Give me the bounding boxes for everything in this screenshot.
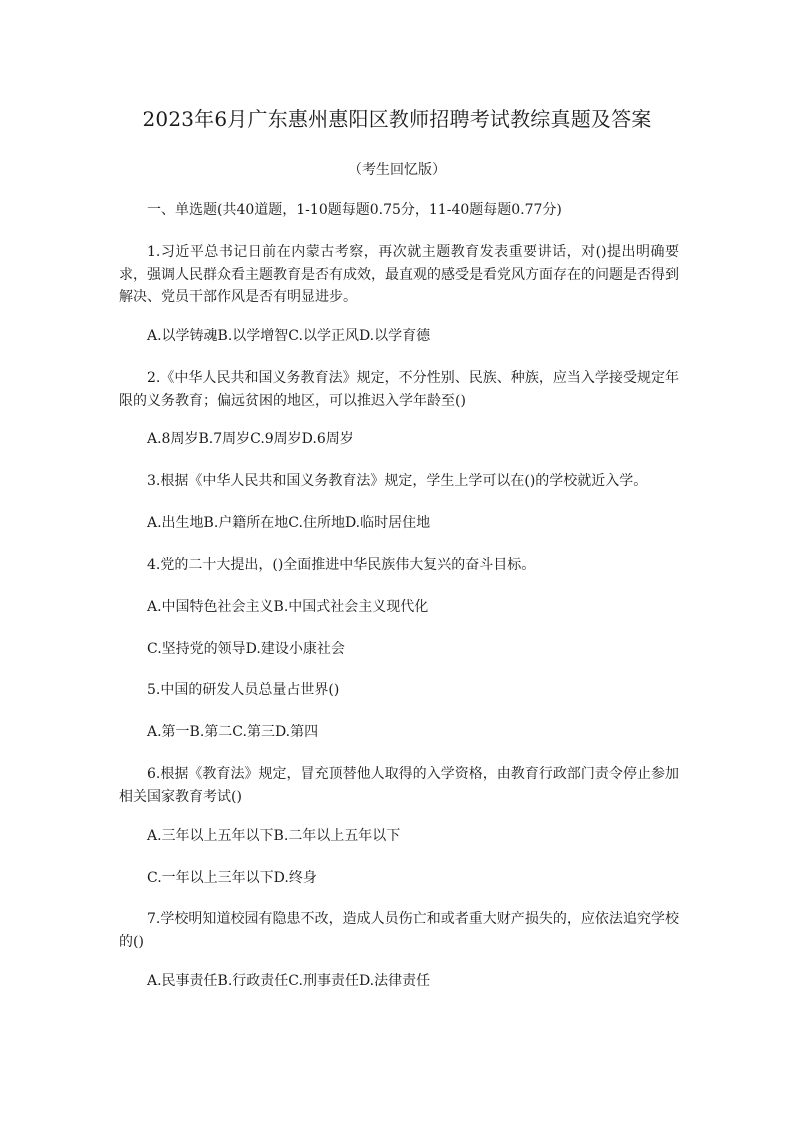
question-6-options-line-1: A.三年以上五年以下B.二年以上五年以下 <box>147 828 401 844</box>
document-subtitle: （考生回忆版） <box>348 162 446 178</box>
question-4-stem: 4.党的二十大提出，()全面推进中华民族伟大复兴的奋斗目标。 <box>147 557 536 573</box>
question-7-options: A.民事责任B.行政责任C.刑事责任D.法律责任 <box>147 973 431 989</box>
question-5-stem: 5.中国的研发人员总量占世界() <box>147 682 340 698</box>
question-5-options: A.第一B.第二C.第三D.第四 <box>147 724 319 740</box>
question-6-stem: 6.根据《教育法》规定，冒充顶替他人取得的入学资格，由教育行政部门责令停止参加相关国家教育考试() <box>119 766 679 805</box>
question-1-options: A.以学铸魂B.以学增智C.以学正风D.以学育德 <box>147 328 431 344</box>
question-3-stem: 3.根据《中华人民共和国义务教育法》规定，学生上学可以在()的学校就近入学。 <box>147 473 648 489</box>
section-heading: 一、单选题(共40道题，1-10题每题0.75分，11-40题每题0.77分) <box>147 202 562 218</box>
question-2-options: A.8周岁B.7周岁C.9周岁D.6周岁 <box>147 431 354 447</box>
question-1-stem: 1.习近平总书记日前在内蒙古考察，再次就主题教育发表重要讲话，对()提出明确要求，强调人民群众看主题教育是否有成效，最直观的感受是看党风方面存在的问题是否得到解决、党员干部作风是否有明显进步。 <box>119 244 679 305</box>
question-6-options-line-2: C.一年以上三年以下D.终身 <box>147 870 317 886</box>
question-7-stem: 7.学校明知道校园有隐患不改，造成人员伤亡和或者重大财产损失的，应依法追究学校的() <box>119 911 679 950</box>
document-title: 2023年6月广东惠州惠阳区教师招聘考试教综真题及答案 <box>142 107 652 131</box>
question-4-options-line-1: A.中国特色社会主义B.中国式社会主义现代化 <box>147 599 429 615</box>
question-2-stem: 2.《中华人民共和国义务教育法》规定，不分性别、民族、种族，应当入学接受规定年限的义务教育；偏远贫困的地区，可以推迟入学年龄至() <box>119 370 679 409</box>
question-4-options-line-2: C.坚持党的领导D.建设小康社会 <box>147 641 345 657</box>
question-3-options: A.出生地B.户籍所在地C.住所地D.临时居住地 <box>147 515 431 531</box>
